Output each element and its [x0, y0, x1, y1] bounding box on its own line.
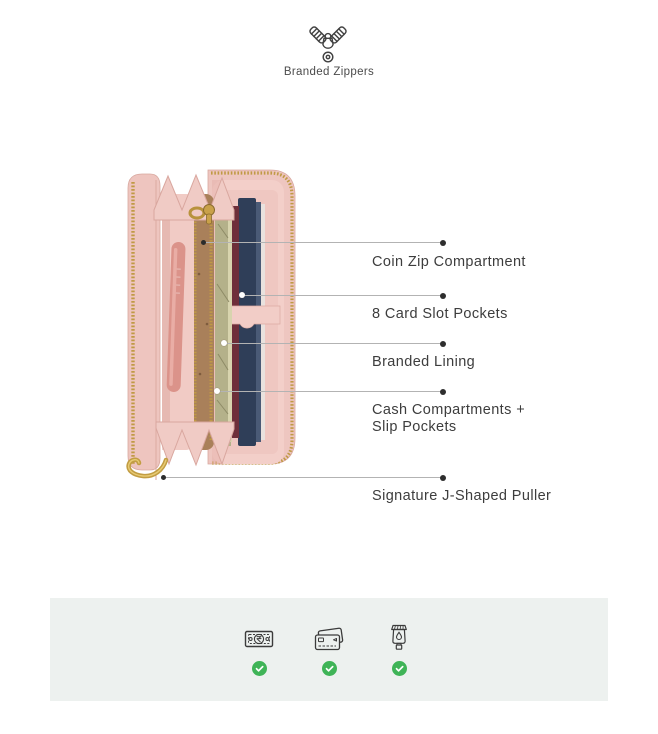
perk-cards	[312, 623, 346, 676]
callout-line-lining	[224, 343, 443, 344]
callout-line-card-slots	[242, 295, 443, 296]
credit-cards-icon	[312, 623, 346, 655]
feature-label-puller: Signature J-Shaped Puller	[372, 488, 552, 504]
callout-anchor-dot	[239, 292, 245, 298]
callout-end-dot	[440, 293, 446, 299]
callout-line-coin-zip	[203, 242, 443, 243]
feature-label-coin-zip: Coin Zip Compartment	[372, 254, 526, 270]
callout-line-puller	[163, 477, 443, 478]
check-icon	[392, 661, 407, 676]
perk-cash	[242, 623, 276, 676]
wallet-product-image	[112, 164, 302, 482]
callout-anchor-dot	[161, 475, 166, 480]
check-icon	[252, 661, 267, 676]
rupee-note-icon	[243, 623, 275, 655]
callout-end-dot	[440, 240, 446, 246]
zipper-icon	[305, 24, 351, 68]
callout-anchor-dot	[201, 240, 206, 245]
callout-line-cash	[217, 391, 443, 392]
callout-anchor-dot	[221, 340, 227, 346]
callout-end-dot	[440, 389, 446, 395]
feature-label-cash: Cash Compartments + Slip Pockets	[372, 402, 526, 435]
callout-anchor-dot	[214, 388, 220, 394]
feature-label-lining: Branded Lining	[372, 354, 476, 370]
check-icon	[322, 661, 337, 676]
header-label: Branded Zippers	[283, 66, 375, 78]
callout-end-dot	[440, 341, 446, 347]
cosmetic-tube-icon	[387, 623, 411, 655]
callout-end-dot	[440, 475, 446, 481]
perks-panel	[50, 598, 608, 701]
feature-label-card-slots: 8 Card Slot Pockets	[372, 306, 508, 322]
perk-cosmetics	[382, 623, 416, 676]
